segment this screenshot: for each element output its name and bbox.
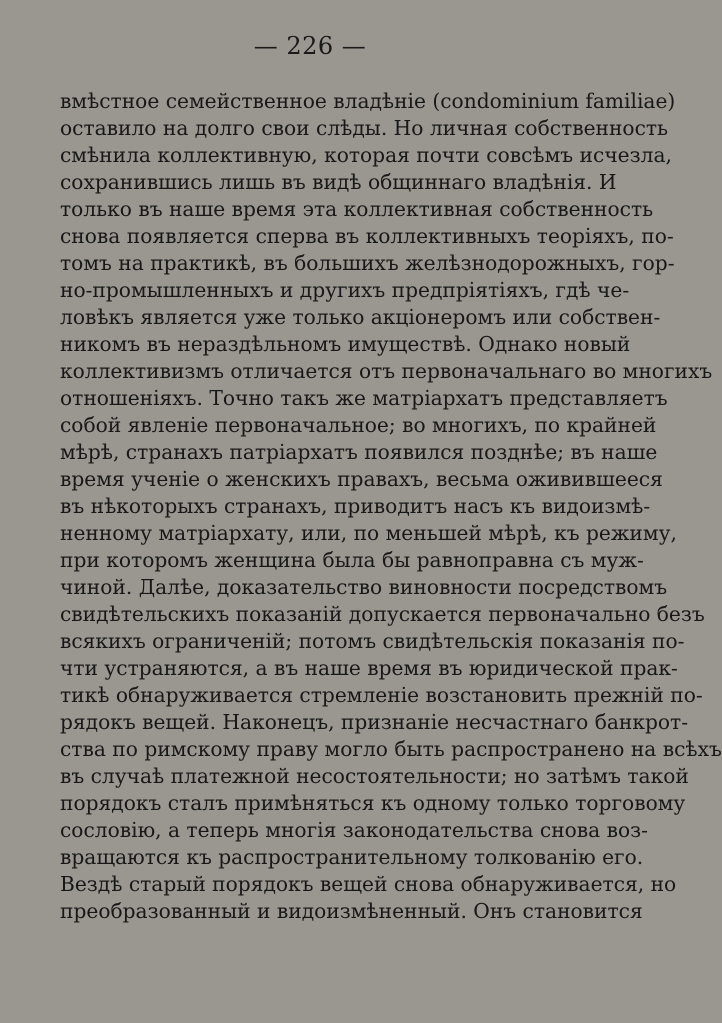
text-line: въ нѣкоторыхъ странахъ, приводитъ насъ къ видоизмѣ- [60,494,651,518]
text-line: вращаются къ распространительному толкованію его. [60,845,644,869]
text-line: рядокъ вещей. Наконецъ, признаніе несчастнаго банкрот- [60,710,689,734]
text-line: мѣрѣ, странахъ патріархатъ появился позднѣе; въ наше [60,440,658,464]
text-line: коллективизмъ отличается отъ первоначальнаго во многихъ [60,359,713,383]
text-line: въ случаѣ платежной несостоятельности; но затѣмъ такой [60,764,689,788]
text-line: чиной. Далѣе, доказательство виновности посредствомъ [60,575,668,599]
text-line: всякихъ ограниченій; потомъ свидѣтельскія показанія по- [60,629,685,653]
text-line: смѣнила коллективную, которая почти совсѣмъ исчезла, [60,143,672,167]
text-line: собой явленіе первоначальное; во многихъ, по крайней [60,413,657,437]
text-line: время ученіе о женскихъ правахъ, весьма оживившееся [60,467,663,491]
text-line: ненному матріархату, или, по меньшей мѣрѣ, къ режиму, [60,521,677,545]
text-line: вмѣстное семейственное владѣніе (condominium familiae) [60,89,676,113]
page-number: — 226 — [253,32,367,60]
text-line: преобразованный и видоизмѣненный. Онъ становится [60,899,643,923]
text-line: томъ на практикѣ, въ большихъ желѣзнодорожныхъ, гор- [60,251,675,275]
text-line: но-промышленныхъ и другихъ предпріятіяхъ, гдѣ че- [60,278,630,302]
text-line: тикѣ обнаруживается стремленіе возстановить прежній по- [60,683,703,707]
text-line: свидѣтельскихъ показаній допускается первоначально безъ [60,602,705,626]
text-line: ства по римскому праву могло быть распространено на всѣхъ [60,737,722,761]
text-line: чти устраняются, а въ наше время въ юридической прак- [60,656,678,680]
body-text [60,88,722,925]
text-line: сословію, а теперь многія законодательства снова воз- [60,818,648,842]
text-line: отношеніяхъ. Точно такъ же матріархатъ представляетъ [60,386,668,410]
text-line: никомъ въ нераздѣльномъ имуществѣ. Однако новый [60,332,631,356]
text-line: ловѣкъ является уже только акціонеромъ или собствен- [60,305,661,329]
text-line: при которомъ женщина была бы равноправна съ муж- [60,548,644,572]
text-line: сохранившись лишь въ видѣ общиннаго владѣнія. И [60,170,617,194]
text-line: только въ наше время эта коллективная собственность [60,197,654,221]
text-line: порядокъ сталъ примѣняться къ одному только торговому [60,791,686,815]
text-line: оставило на долго свои слѣды. Но личная собственность [60,116,669,140]
text-line: Вездѣ старый порядокъ вещей снова обнаруживается, но [60,872,677,896]
text-line: снова появляется сперва въ коллективныхъ теоріяхъ, по- [60,224,674,248]
